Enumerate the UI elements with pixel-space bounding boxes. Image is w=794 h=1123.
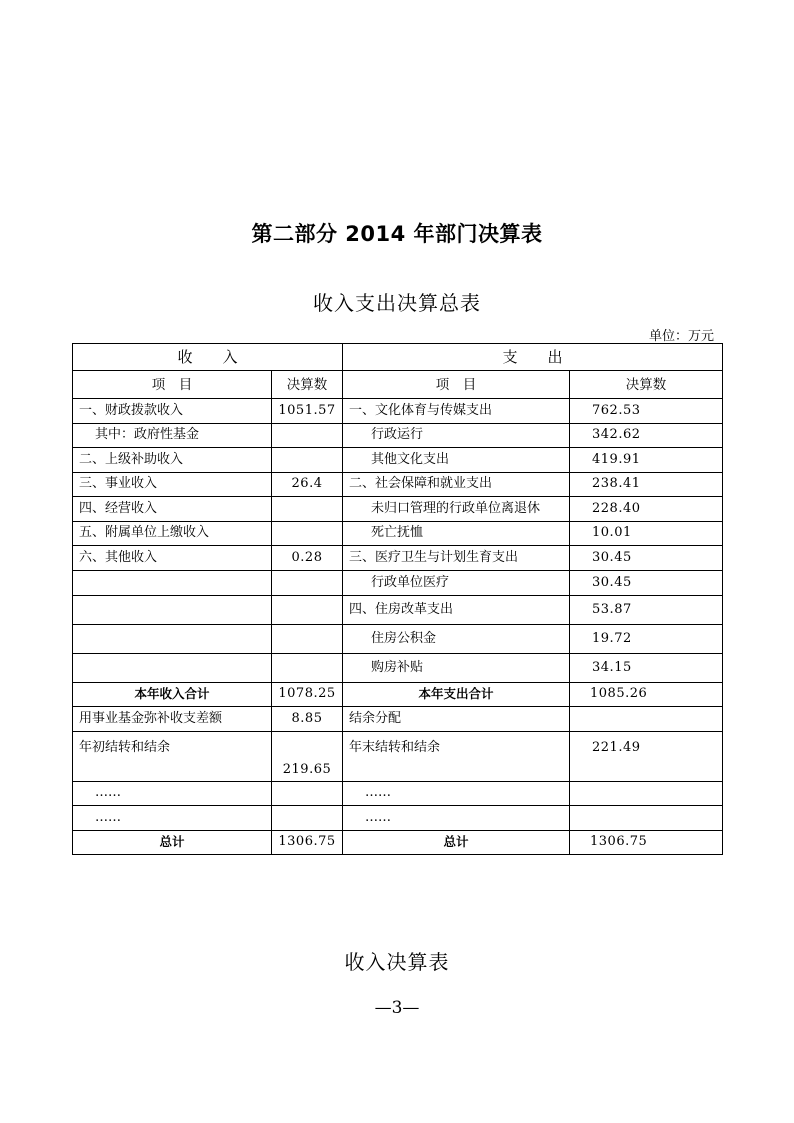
income-expense-summary-table	[72, 343, 723, 855]
expense-item: 其他文化支出	[343, 448, 570, 473]
income-amount	[272, 448, 343, 473]
section-expense: 支 出	[343, 344, 723, 371]
col-income-item: 项 目	[73, 371, 272, 399]
expense-subtotal-label: 本年支出合计	[343, 682, 570, 707]
income-item: 五、附属单位上缴收入	[73, 521, 272, 546]
table-row	[73, 472, 723, 497]
income-amount	[272, 521, 343, 546]
income-item: 四、经营收入	[73, 497, 272, 522]
income-total-amount: 1306.75	[272, 830, 343, 855]
income-item: 六、其他收入	[73, 546, 272, 571]
income-amount	[272, 497, 343, 522]
income-item	[73, 570, 272, 595]
expense-item: 行政单位医疗	[343, 570, 570, 595]
expense-amount: 19.72	[570, 624, 723, 653]
expense-item: 死亡抚恤	[343, 521, 570, 546]
table-row	[73, 781, 723, 806]
table-row	[73, 399, 723, 424]
section-income: 收 入	[73, 344, 343, 371]
expense-item: 二、社会保障和就业支出	[343, 472, 570, 497]
expense-amount	[570, 781, 723, 806]
table-row	[73, 423, 723, 448]
table-row	[73, 707, 723, 732]
unit-label: 单位：万元	[648, 329, 714, 344]
expense-item: 三、医疗卫生与计划生育支出	[343, 546, 570, 571]
table-row	[73, 653, 723, 682]
income-item	[73, 595, 272, 624]
income-amount	[272, 624, 343, 653]
table-row	[73, 731, 723, 781]
table-row	[73, 448, 723, 473]
expense-amount	[570, 806, 723, 831]
table-row	[73, 806, 723, 831]
expense-item: 四、住房改革支出	[343, 595, 570, 624]
income-amount	[272, 423, 343, 448]
expense-item: ……	[343, 781, 570, 806]
expense-item: 未归口管理的行政单位离退休	[343, 497, 570, 522]
income-item: 一、财政拨款收入	[73, 399, 272, 424]
expense-total-label: 总计	[343, 830, 570, 855]
income-item: 三、事业收入	[73, 472, 272, 497]
table-row-total	[73, 830, 723, 855]
income-amount: 1051.57	[272, 399, 343, 424]
table-row	[73, 595, 723, 624]
section-header-row	[73, 344, 723, 371]
expense-item: 行政运行	[343, 423, 570, 448]
expense-amount: 342.62	[570, 423, 723, 448]
income-subtotal-label: 本年收入合计	[73, 682, 272, 707]
expense-item: 购房补贴	[343, 653, 570, 682]
income-total-label: 总计	[73, 830, 272, 855]
expense-item: 一、文化体育与传媒支出	[343, 399, 570, 424]
col-income-amount: 决算数	[272, 371, 343, 399]
income-amount: 26.4	[272, 472, 343, 497]
col-expense-amount: 决算数	[570, 371, 723, 399]
table-row	[73, 546, 723, 571]
income-item: ……	[73, 781, 272, 806]
table-row-subtotal	[73, 682, 723, 707]
income-item	[73, 653, 272, 682]
expense-item: ……	[343, 806, 570, 831]
expense-amount: 34.15	[570, 653, 723, 682]
income-amount	[272, 781, 343, 806]
income-amount: 8.85	[272, 707, 343, 732]
income-amount	[272, 806, 343, 831]
expense-amount	[570, 707, 723, 732]
part-title: 第二部分 2014 年部门决算表	[251, 222, 543, 246]
income-amount	[272, 570, 343, 595]
income-item: 二、上级补助收入	[73, 448, 272, 473]
table-row	[73, 497, 723, 522]
income-amount	[272, 653, 343, 682]
table-row	[73, 521, 723, 546]
income-item: 年初结转和结余	[73, 731, 272, 781]
income-amount: 0.28	[272, 546, 343, 571]
expense-item: 年末结转和结余	[343, 731, 570, 781]
expense-item: 结余分配	[343, 707, 570, 732]
expense-amount: 10.01	[570, 521, 723, 546]
column-header-row	[73, 371, 723, 399]
income-item: 其中：政府性基金	[73, 423, 272, 448]
next-table-title: 收入决算表	[344, 950, 450, 974]
expense-total-amount: 1306.75	[570, 830, 723, 855]
table-title: 收入支出决算总表	[313, 291, 481, 315]
expense-amount: 30.45	[570, 570, 723, 595]
expense-item: 住房公积金	[343, 624, 570, 653]
table-row	[73, 570, 723, 595]
expense-amount: 762.53	[570, 399, 723, 424]
expense-subtotal-amount: 1085.26	[570, 682, 723, 707]
expense-amount: 419.91	[570, 448, 723, 473]
income-amount: 219.65	[272, 731, 343, 781]
expense-amount: 30.45	[570, 546, 723, 571]
expense-amount: 238.41	[570, 472, 723, 497]
income-subtotal-amount: 1078.25	[272, 682, 343, 707]
income-item: ……	[73, 806, 272, 831]
page-number: —3—	[374, 998, 420, 1018]
income-item: 用事业基金弥补收支差额	[73, 707, 272, 732]
expense-amount: 53.87	[570, 595, 723, 624]
income-amount	[272, 595, 343, 624]
expense-amount: 221.49	[570, 731, 723, 781]
table-row	[73, 624, 723, 653]
expense-amount: 228.40	[570, 497, 723, 522]
col-expense-item: 项 目	[343, 371, 570, 399]
income-item	[73, 624, 272, 653]
